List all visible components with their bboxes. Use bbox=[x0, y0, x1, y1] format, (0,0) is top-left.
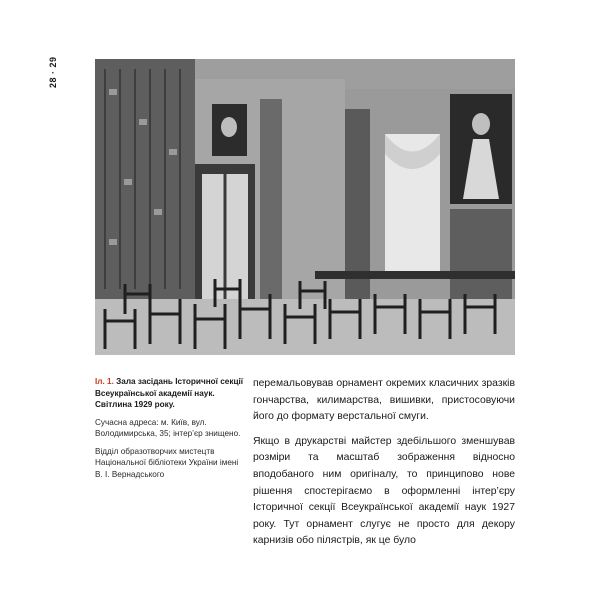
right-lower-ornament bbox=[450, 209, 512, 299]
floor bbox=[95, 299, 515, 355]
long-table bbox=[315, 271, 515, 279]
caption-source: Відділ образотворчих мистецтв Національної бібліотеки України імені В. І. Вернадського bbox=[95, 446, 239, 479]
body-paragraph-2: Якщо в друкарстві майстер здебільшого зменшував розміри та масштаб зображення відносно вподобаного ним оригіналу, то принципово нове рішення спостерігаємо в оформленні інтер’єру Історичної секції Всеукраїнської академії наук 1927 року. Тут орнамент слугує не просто для декору карнизів обо пілястрів, як це було bbox=[253, 435, 515, 547]
body-text bbox=[253, 376, 515, 558]
caption-address: Сучасна адреса: м. Київ, вул. Володимирська, 35; інтер’єр знищено. bbox=[95, 417, 241, 438]
caption-prefix: Іл. 1. bbox=[95, 377, 114, 386]
page-number: 28 · 29 bbox=[48, 56, 58, 88]
assembly-hall-photo bbox=[95, 59, 515, 355]
figure-caption bbox=[95, 376, 245, 486]
portrait-face-right bbox=[472, 113, 490, 135]
body-paragraph-1: перемальовував орнамент окремих класичних зразків гончарства, килимарства, вишивки, пристосовуючи його до формату верстальної смуги. bbox=[253, 378, 515, 423]
photo-illustration bbox=[95, 59, 515, 355]
portrait-face-left bbox=[221, 117, 237, 137]
pilaster bbox=[260, 99, 282, 299]
right-ornament-strip bbox=[345, 109, 370, 299]
caption-title bbox=[95, 376, 245, 411]
caption-title-text: Зала засідань Історичної секції Всеукраїнської академії наук. Світлина 1929 року. bbox=[95, 377, 244, 409]
